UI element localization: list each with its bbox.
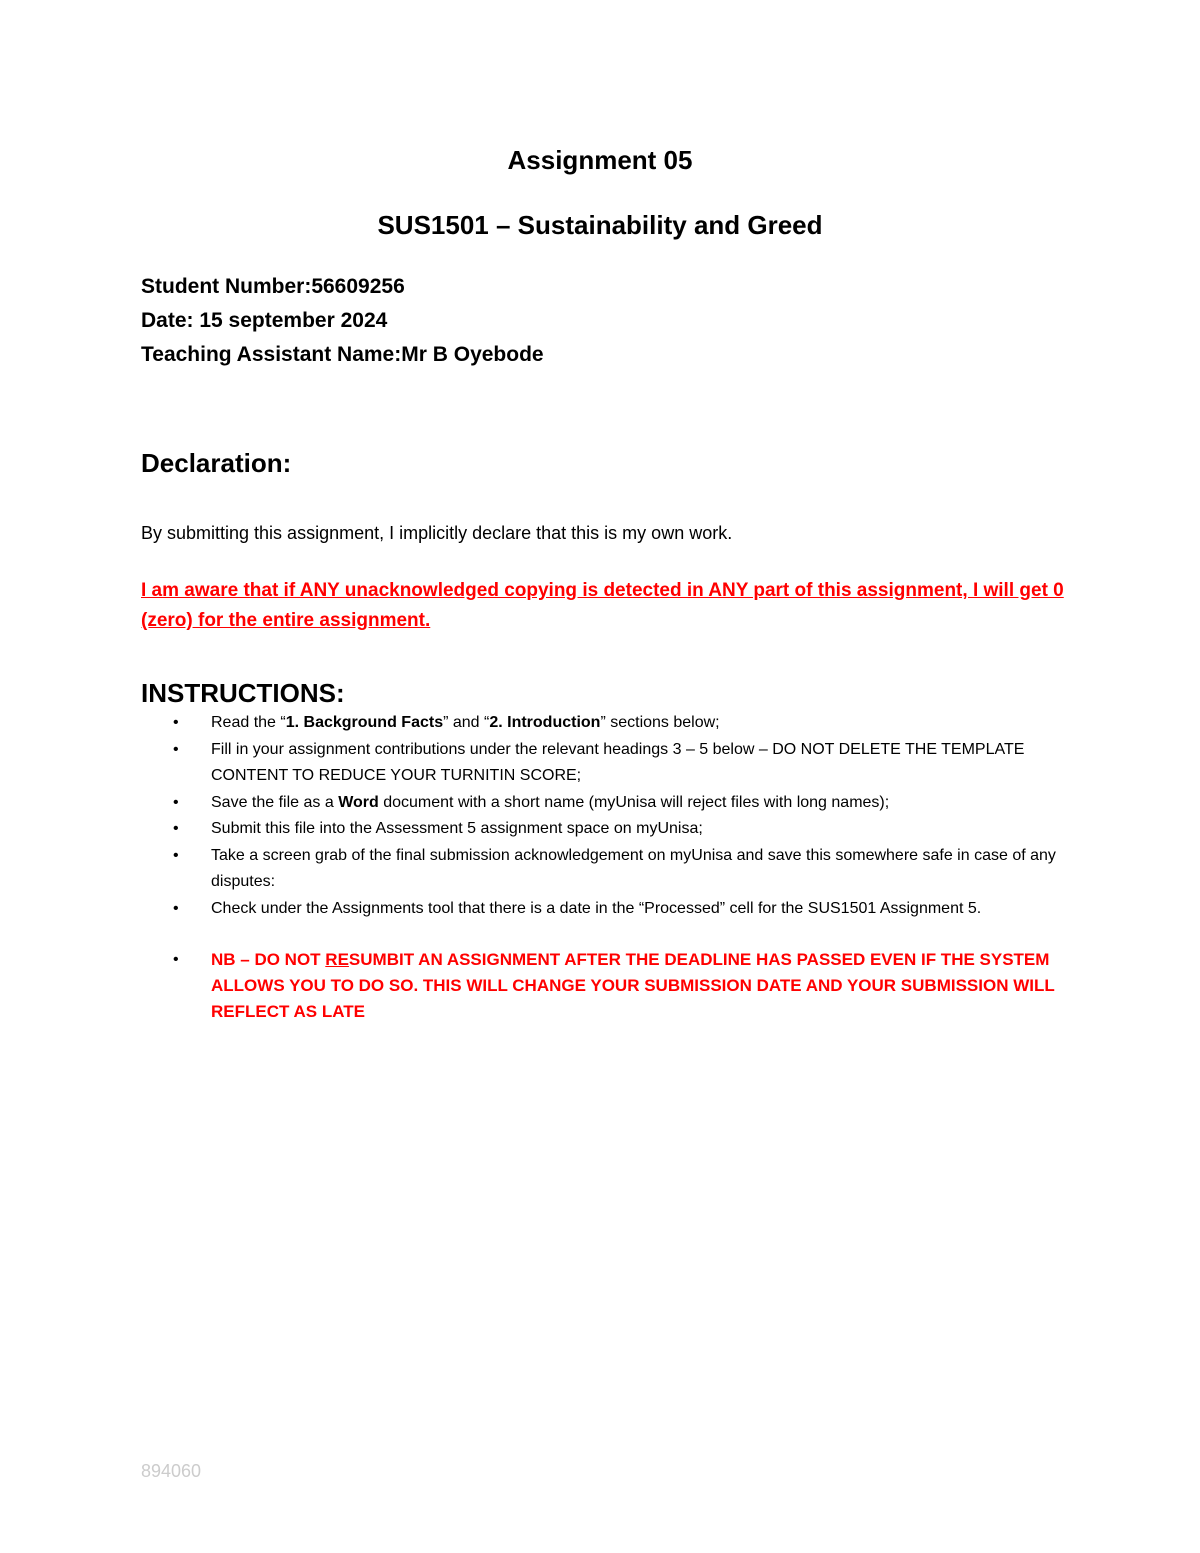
instruction-item-4: Submit this file into the Assessment 5 assignment space on myUnisa; <box>211 820 703 837</box>
bullet-icon: • <box>173 794 179 811</box>
declaration-statement: By submitting this assignment, I implicitly declare that this is my own work. <box>141 523 733 543</box>
instruction-item-7: NB – DO NOT RESUMBIT AN ASSIGNMENT AFTER THE DEADLINE HAS PASSED EVEN IF THE SYSTEM ALLOWS YOU TO DO SO. THIS WILL CHANGE YOUR SUBMISSION DATE AND YOUR SUBMISSION WILL REFLECT AS LATE <box>211 950 1055 1021</box>
bullet-icon: • <box>173 714 179 731</box>
instruction-item-3: Save the file as a Word document with a short name (myUnisa will reject files with long names); <box>211 794 890 811</box>
bullet-icon: • <box>173 900 179 917</box>
instructions-heading: INSTRUCTIONS: <box>141 678 345 708</box>
bullet-icon: • <box>173 847 179 864</box>
instruction-item-2: Fill in your assignment contributions under the relevant headings 3 – 5 below – DO NOT DELETE THE TEMPLATE CONTENT TO REDUCE YOUR TURNITIN SCORE; <box>211 741 1025 784</box>
instruction-item-1: Read the “1. Background Facts” and “2. Introduction” sections below; <box>211 714 720 731</box>
submission-date: Date: 15 september 2024 <box>141 309 388 332</box>
document-subtitle: SUS1501 – Sustainability and Greed <box>377 210 823 240</box>
instruction-item-5: Take a screen grab of the final submission acknowledgement on myUnisa and save this somewhere safe in case of any disputes: <box>211 847 1056 890</box>
teaching-assistant: Teaching Assistant Name:Mr B Oyebode <box>141 343 544 366</box>
declaration-heading: Declaration: <box>141 448 292 478</box>
bullet-icon: • <box>173 951 179 968</box>
bullet-icon: • <box>173 820 179 837</box>
student-number: Student Number:56609256 <box>141 275 405 298</box>
instruction-item-6: Check under the Assignments tool that there is a date in the “Processed” cell for the SUS1501 Assignment 5. <box>211 900 982 917</box>
plagiarism-warning: I am aware that if ANY unacknowledged copying is detected in ANY part of this assignment, I will get 0 (zero) for the entire assignment. <box>141 580 1064 631</box>
document-title: Assignment 05 <box>507 145 693 175</box>
bullet-icon: • <box>173 741 179 758</box>
footer-code: 894060 <box>141 1461 202 1481</box>
